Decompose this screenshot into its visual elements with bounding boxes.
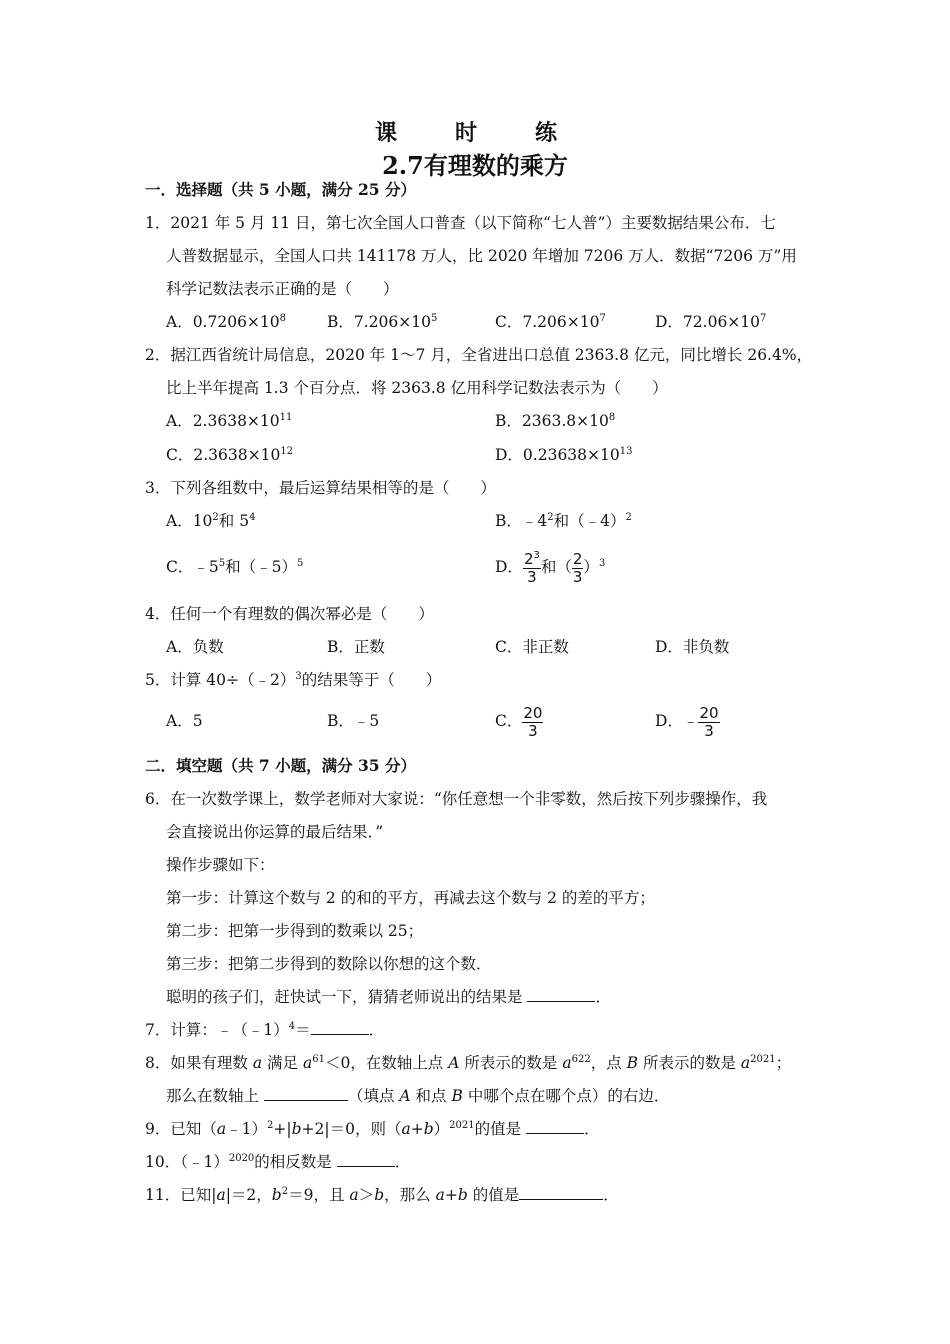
q3-d-fraction-2: $\frac{2}{3}$ [572, 549, 583, 586]
q4-option-c: C．非正数 [495, 638, 569, 656]
q5-c-fraction: $\frac{20}{3}$ [523, 703, 543, 740]
q1-line-3: 科学记数法表示正确的是（ ） [166, 280, 399, 298]
q6-line-1: 6．在一次数学课上，数学老师对大家说：“你任意想一个非零数，然后按下列步骤操作，我 [145, 790, 768, 808]
q3-d-fraction-1: $\frac{2^3}{3}$ [523, 549, 540, 586]
q4-option-b: B．正数 [327, 638, 385, 656]
q2-option-b: B．$2363.8\times 10^8$ [495, 411, 616, 430]
q2-line-1: 2．据江西省统计局信息，2020 年 1～7 月，全省进出口总值 2363.8 亿元，同比增长 26.4%， [145, 346, 813, 364]
q9-answer-blank[interactable] [526, 1119, 584, 1134]
q2-line-2: 比上半年提高 1.3 个百分点．将 2363.8 亿用科学记数法表示为（ ） [166, 379, 668, 397]
q5-d-fraction: $\frac{20}{3}$ [699, 703, 719, 740]
q11-answer-blank[interactable] [519, 1185, 603, 1200]
q8-line-1: 8．如果有理数 a 满足 $a^{61}<0$，在数轴上点 A 所表示的数是 $a^{622}$，点 B 所表示的数是 $a^{2021}$； [145, 1053, 792, 1072]
q10-line: 10．（﹣1）$^{2020}$的相反数是 ． [145, 1152, 411, 1171]
q3-option-d: D． $\frac{2^3}{3}$ 和（ $\frac{2}{3}$ ）$^3$ [495, 549, 606, 586]
q1-line-2: 人普数据显示，全国人口共 141178 万人，比 2020 年增加 7206 万人．数据“7206 万”用 [166, 247, 797, 265]
q5-option-c: C． $\frac{20}{3}$ [495, 703, 543, 740]
q1-option-c: C．$7.206\times 10^7$ [495, 312, 606, 331]
q4-option-d: D．非负数 [655, 638, 730, 656]
q3-option-a: A．$10^2$和 $5^4$ [166, 511, 256, 530]
q6-line-5: 第二步：把第一步得到的数乘以 25； [166, 922, 424, 940]
q1-line-1: 1．2021 年 5 月 11 日，第七次全国人口普查（以下简称“七人普”）主要数据结果公布．七 [145, 214, 776, 232]
page-subtitle: 2.7有理数的乘方 [382, 151, 568, 180]
q6-line-3: 操作步骤如下： [166, 856, 275, 874]
q6-line-2: 会直接说出你运算的最后结果．” [166, 823, 384, 841]
section-heading-choice: 一．选择题（共 5 小题，满分 25 分） [145, 180, 416, 199]
q2-option-c: C．$2.3638\times 10^{12}$ [166, 445, 294, 464]
q3-option-b: B．$﹣4^2$和（﹣4）$^2$ [495, 511, 632, 530]
q10-answer-blank[interactable] [337, 1152, 395, 1167]
q6-line-4: 第一步：计算这个数与 2 的和的平方，再减去这个数与 2 的差的平方； [166, 889, 655, 907]
q1-option-d: D．$72.06\times 10^7$ [655, 312, 767, 331]
q7-line: 7．计算：﹣（﹣1）$^4$＝ ． [145, 1020, 385, 1039]
q5-stem: 5．计算 40÷（﹣2）$^3$的结果等于（ ） [145, 670, 442, 689]
q6-answer-blank[interactable] [527, 987, 595, 1002]
q3-option-c: C．$﹣5^5$和（﹣5）$^5$ [166, 557, 304, 576]
section-heading-fill: 二．填空题（共 7 小题，满分 35 分） [145, 756, 416, 775]
q1-option-b: B．$7.206\times 10^5$ [327, 312, 438, 331]
q11-line: 11．已知|a|＝2，$b^2=9$，且 a＞b，那么 a+b 的值是 ． [145, 1185, 619, 1204]
q6-line-7: 聪明的孩子们，赶快试一下，猜猜老师说出的结果是 ． [166, 988, 611, 1006]
page-title: 课 时 练 [374, 120, 575, 146]
q8-line-2: 那么在数轴上 （填点 A 和点 B 中哪个点在哪个点）的右边． [166, 1087, 670, 1105]
q9-line: 9．已知（a﹣1）$^2$+|b+2|＝0，则$(a+b)^{2021}$的值是 ． [145, 1119, 600, 1138]
q3-stem: 3．下列各组数中，最后运算结果相等的是（ ） [145, 479, 496, 497]
q8-answer-blank[interactable] [264, 1086, 348, 1101]
q6-line-6: 第三步：把第二步得到的数除以你想的这个数． [166, 955, 492, 973]
q5-option-d: D．﹣ $\frac{20}{3}$ [655, 703, 719, 740]
q1-option-a: A．$0.7206\times 10^8$ [166, 312, 287, 331]
q4-option-a: A．负数 [166, 638, 224, 656]
q5-option-a: A．5 [166, 712, 203, 730]
q7-answer-blank[interactable] [311, 1020, 369, 1035]
q2-option-a: A．$2.3638\times 10^{11}$ [166, 411, 293, 430]
q5-option-b: B．﹣5 [327, 712, 380, 730]
q2-option-d: D．$0.23638\times 10^{13}$ [495, 445, 633, 464]
q4-stem: 4．任何一个有理数的偶次幂必是（ ） [145, 605, 434, 623]
